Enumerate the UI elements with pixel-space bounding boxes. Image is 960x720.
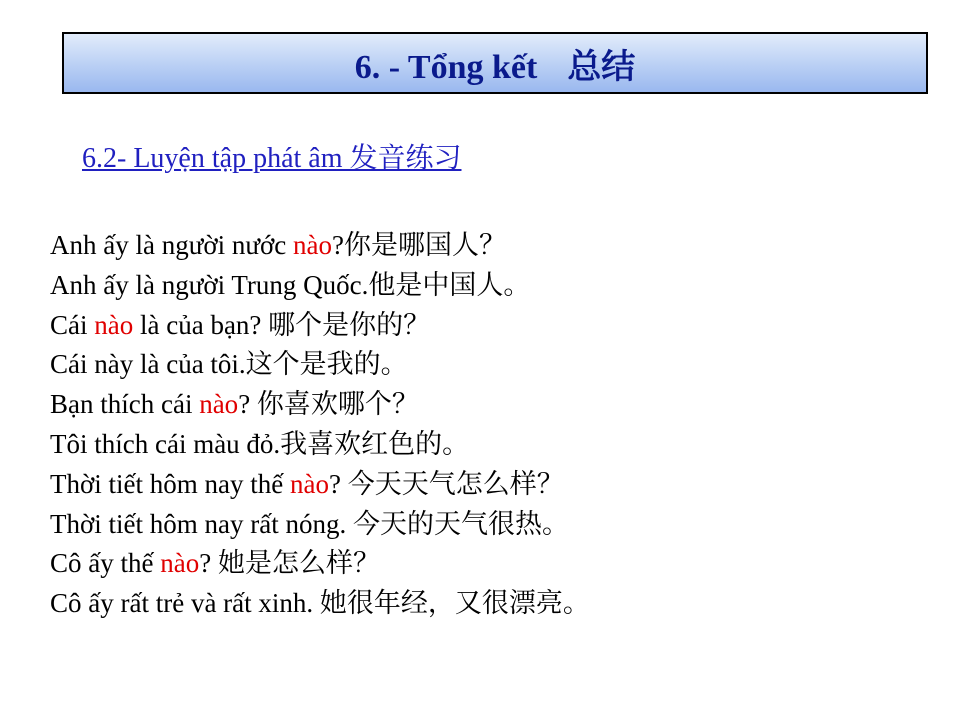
highlight-word: nào	[160, 548, 200, 579]
phrase-text: Anh ấy là người Trung Quốc.他是中国人。	[50, 269, 531, 300]
phrase-line	[50, 345, 940, 385]
slide-title	[355, 39, 636, 88]
phrase-line	[50, 465, 940, 505]
section-subtitle-link[interactable]: 6.2- Luyện tập phát âm 发音练习	[82, 143, 462, 174]
highlight-word: nào	[293, 230, 333, 260]
phrase-line	[50, 226, 940, 266]
highlight-word: nào	[199, 389, 239, 420]
slide-title-chinese: 总结	[567, 48, 636, 86]
phrase-text: ? 她是怎么样？	[199, 548, 380, 579]
slide-title-box	[62, 32, 928, 94]
phrase-text: Tôi thích cái màu đỏ.我喜欢红色的。	[50, 428, 470, 459]
phrase-text: Thời tiết hôm nay rất nóng. 今天的天气很热。	[50, 508, 569, 539]
phrase-text: Anh ấy là người nước	[50, 230, 294, 260]
phrase-list	[50, 226, 940, 624]
phrase-text: ?你是哪国人？	[332, 230, 506, 260]
phrase-text: Cô ấy thế	[50, 548, 161, 579]
phrase-line	[50, 385, 940, 425]
phrase-line	[50, 584, 940, 624]
phrase-text: Cái	[50, 309, 95, 340]
phrase-line	[50, 425, 940, 465]
phrase-line	[50, 306, 940, 346]
slide-title-vietnamese: 6. - Tổng kết	[354, 48, 538, 86]
phrase-text: ? 今天天气怎么样？	[328, 468, 564, 499]
phrase-text: là của bạn? 哪个是你的？	[133, 309, 431, 340]
phrase-line	[50, 544, 940, 584]
phrase-text: Cô ấy rất trẻ và rất xinh. 她很年经，又很漂亮。	[50, 588, 590, 619]
phrase-text: Cái này là của tôi.这个是我的。	[50, 349, 408, 380]
phrase-line	[50, 266, 940, 306]
phrase-text: ? 你喜欢哪个？	[238, 389, 419, 420]
phrase-text: Thời tiết hôm nay thế	[50, 468, 290, 499]
highlight-word: nào	[94, 309, 134, 340]
phrase-text: Bạn thích cái	[50, 389, 200, 420]
highlight-word: nào	[289, 468, 329, 499]
phrase-line	[50, 505, 940, 545]
